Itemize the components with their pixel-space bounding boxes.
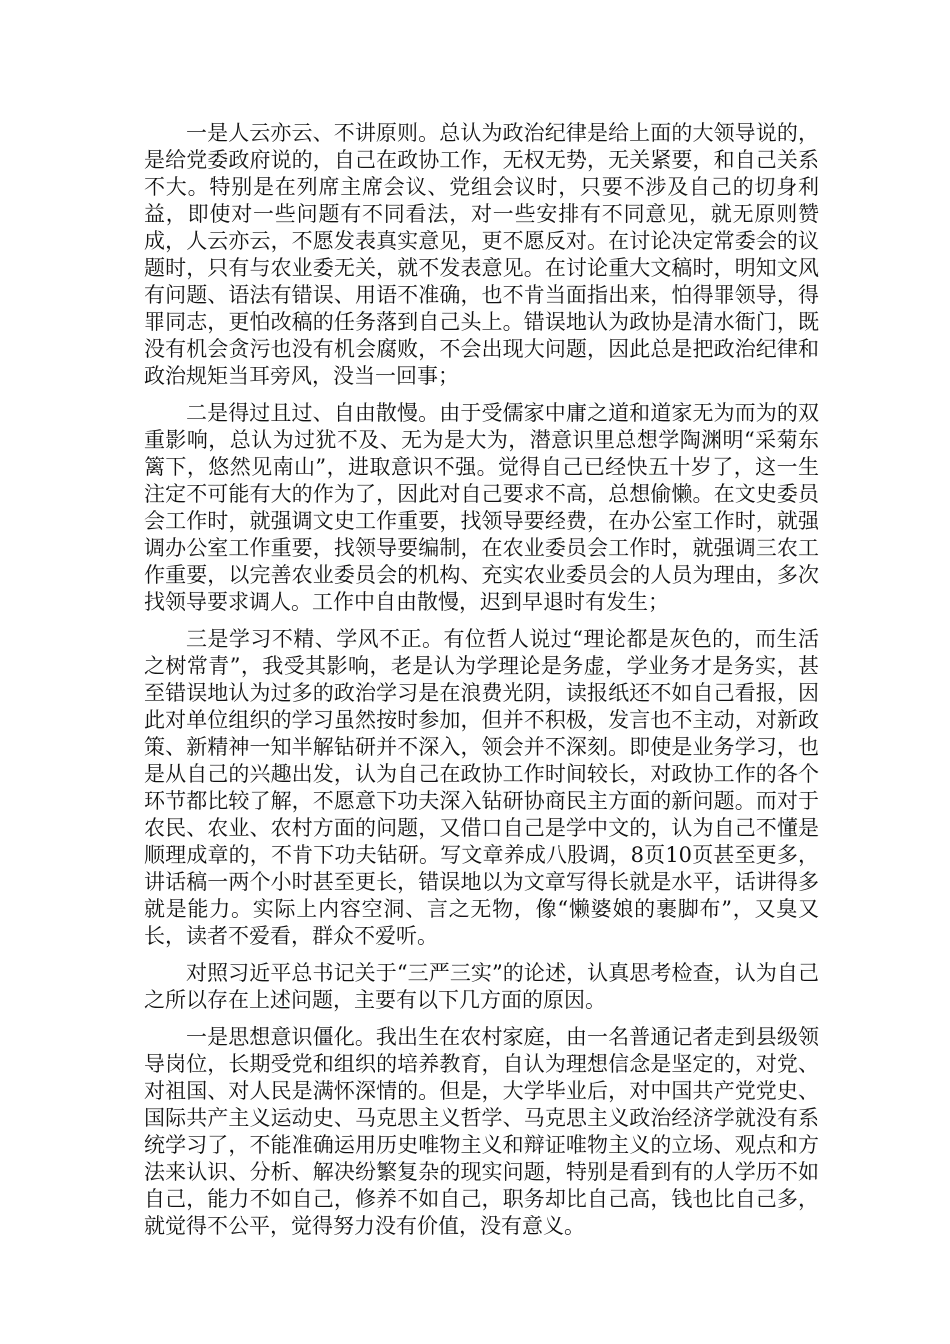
paragraph-political-discipline: 一是人云亦云、不讲原则。总认为政治纪律是给上面的大领导说的，是给党委政府说的，自己在政协工作，无权无势，无关紧要，和自己关系不大。特别是在列席主席会议、党组会议时，只要不涉及自己的切身利益，即使对一些问题有不同看法，对一些安排有不同意见，就无原则赞成，人云亦云，不愿发表真实意见，更不愿反对。在讨论决定常委会的议题时，只有与农业委无关，就不发表意见。在讨论重大文稿时，明知文风有问题、语法有错误、用语不准确，也不肯当面指出来，怕得罪领导，得罪同志，更怕改稿的任务落到自己头上。错误地认为政协是清水衙门，既没有机会贪污也没有机会腐败，不会出现大问题，因此总是把政治纪律和政治规矩当耳旁风，没当一回事； bbox=[144, 121, 819, 388]
paragraph-ideological-rigidity: 一是思想意识僵化。我出生在农村家庭，由一名普通记者走到县级领导岗位，长期受党和组织的培养教育，自认为理想信念是坚定的，对党、对祖国、对人民是满怀深情的。但是，大学毕业后，对中国共产党党史、国际共产主义运动史、马克思主义哲学、马克思主义政治经济学就没有系统学习了，不能准确运用历史唯物主义和辩证唯物主义的立场、观点和方法来认识、分析、解决纷繁复杂的现实问题，特别是看到有的人学历不如自己，能力不如自己，修养不如自己，职务却比自己高，钱也比自己多，就觉得不公平，觉得努力没有价值，没有意义。 bbox=[144, 1025, 819, 1238]
paragraph-study-style: 三是学习不精、学风不正。有位哲人说过“理论都是灰色的，而生活之树常青”，我受其影响，老是认为学理论是务虚，学业务才是务实，甚至错误地认为过多的政治学习是在浪费光阴，读报纸还不如自己看报，因此对单位组织的学习虽然按时参加，但并不积极，发言也不主动，对新政策、新精神一知半解钻研并不深入，领会并不深刻。即使是业务学习，也是从自己的兴趣出发，认为自己在政协工作时间较长，对政协工作的各个环节都比较了解，不愿意下功夫深入钻研协商民主方面的新问题。而对于农民、农业、农村方面的问题，又借口自己是学中文的，认为自己不懂是顺理成章的，不肯下功夫钻研。写文章养成八股调，8页10页甚至更多，讲话稿一两个小时甚至更长，错误地以为文章写得长就是水平，话讲得多就是能力。实际上内容空洞、言之无物，像“懒婆娘的裹脚布”，又臭又长，读者不爱看，群众不爱听。 bbox=[144, 627, 819, 948]
document-body bbox=[144, 120, 819, 1250]
paragraph-reflection-intro: 对照习近平总书记关于“三严三实”的论述，认真思考检查，认为自己之所以存在上述问题，主要有以下几方面的原因。 bbox=[144, 961, 819, 1012]
paragraph-work-attitude: 二是得过且过、自由散慢。由于受儒家中庸之道和道家无为而为的双重影响，总认为过犹不及、无为是大为，潜意识里总想学陶渊明“采菊东篱下，悠然见南山”，进取意识不强。觉得自己已经快五十岁了，这一生注定不可能有大的作为了，因此对自己要求不高，总想偷懒。在文史委员会工作时，就强调文史工作重要，找领导要经费，在办公室工作时，就强调办公室工作重要，找领导要编制，在农业委员会工作时，就强调三农工作重要，以完善农业委员会的机构、充实农业委员会的人员为理由，多次找领导要求调人。工作中自由散慢，迟到早退时有发生； bbox=[144, 401, 819, 614]
